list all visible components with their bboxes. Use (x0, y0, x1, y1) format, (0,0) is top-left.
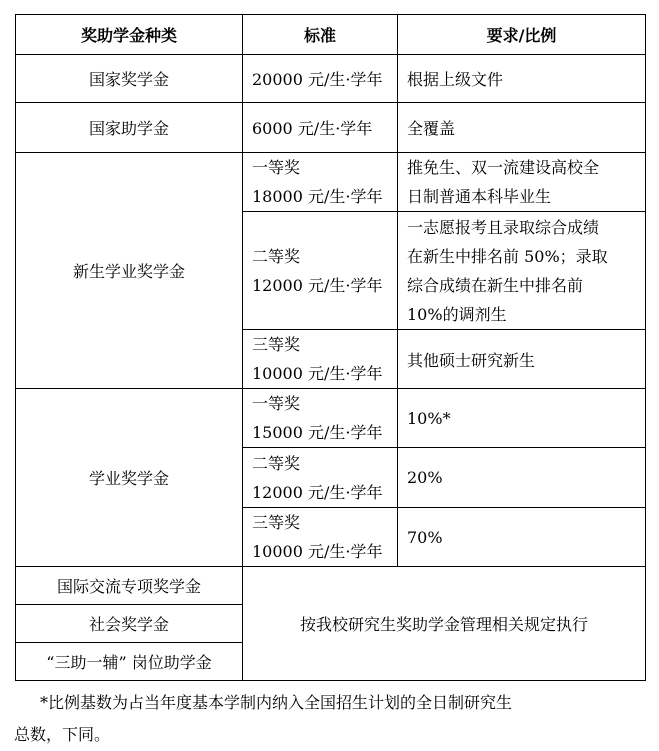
table-row (16, 567, 646, 605)
row-standard-national-scholarship: 20000 元/生·学年 (243, 55, 398, 103)
tier-standard (243, 508, 398, 567)
tier-level: 一等奖 (252, 158, 301, 177)
row-name-international: 国际交流专项奖学金 (16, 567, 243, 605)
tier-standard (243, 448, 398, 508)
others-note: 按我校研究生奖助学金管理相关规定执行 (243, 567, 646, 681)
header-requirement: 要求/比例 (398, 15, 646, 55)
tier-ratio: 10%* (398, 389, 646, 448)
row-name-academic: 学业奖学金 (16, 389, 243, 567)
table-row (16, 153, 646, 212)
tier-ratio: 20% (398, 448, 646, 508)
footnote (14, 687, 620, 751)
footnote-line: 总数，下同。 (14, 725, 111, 744)
row-requirement-national-grant: 全覆盖 (398, 103, 646, 153)
table-header-row (16, 15, 646, 55)
tier-amount: 12000 元/生·学年 (252, 275, 383, 295)
row-name-national-scholarship: 国家奖学金 (16, 55, 243, 103)
req-line: 综合成绩在新生中排名前 (407, 275, 584, 295)
req-line: 10%的调剂生 (407, 304, 507, 324)
footnote-line: *比例基数为占当年度基本学制内纳入全国招生计划的全日制研究生 (40, 693, 513, 712)
row-name-social: 社会奖学金 (16, 605, 243, 643)
tier-amount: 15000 元/生·学年 (252, 423, 383, 442)
tier-level: 三等奖 (252, 335, 301, 354)
header-standard: 标准 (243, 15, 398, 55)
tier-standard (243, 389, 398, 448)
tier-level: 三等奖 (252, 513, 301, 532)
tier-requirement (398, 153, 646, 212)
tier-level: 二等奖 (252, 453, 301, 473)
tier-level: 一等奖 (252, 394, 301, 413)
req-line: 在新生中排名前 50%；录取 (407, 246, 608, 266)
scholarship-table (15, 14, 646, 681)
tier-standard (243, 212, 398, 330)
tier-amount: 10000 元/生·学年 (252, 542, 383, 561)
tier-requirement (398, 330, 646, 389)
req-line: 推免生、双一流建设高校全 (407, 158, 600, 177)
row-name-national-grant: 国家助学金 (16, 103, 243, 153)
row-requirement-national-scholarship: 根据上级文件 (398, 55, 646, 103)
req-line: 日制普通本科毕业生 (407, 187, 552, 206)
row-standard-national-grant: 6000 元/生·学年 (243, 103, 398, 153)
row-name-assistantship: “三助一辅” 岗位助学金 (16, 643, 243, 681)
table-row (16, 103, 646, 153)
header-type: 奖助学金种类 (16, 15, 243, 55)
table-row (16, 55, 646, 103)
tier-amount: 12000 元/生·学年 (252, 482, 383, 502)
req-line: 一志愿报考且录取综合成绩 (407, 217, 600, 237)
tier-amount: 10000 元/生·学年 (252, 364, 383, 383)
tier-standard (243, 330, 398, 389)
tier-ratio: 70% (398, 508, 646, 567)
tier-amount: 18000 元/生·学年 (252, 187, 383, 206)
row-name-freshman: 新生学业奖学金 (16, 153, 243, 389)
tier-level: 二等奖 (252, 246, 301, 266)
table-row (16, 389, 646, 448)
tier-standard (243, 153, 398, 212)
req-line: 其他硕士研究新生 (407, 350, 536, 370)
tier-requirement (398, 212, 646, 330)
